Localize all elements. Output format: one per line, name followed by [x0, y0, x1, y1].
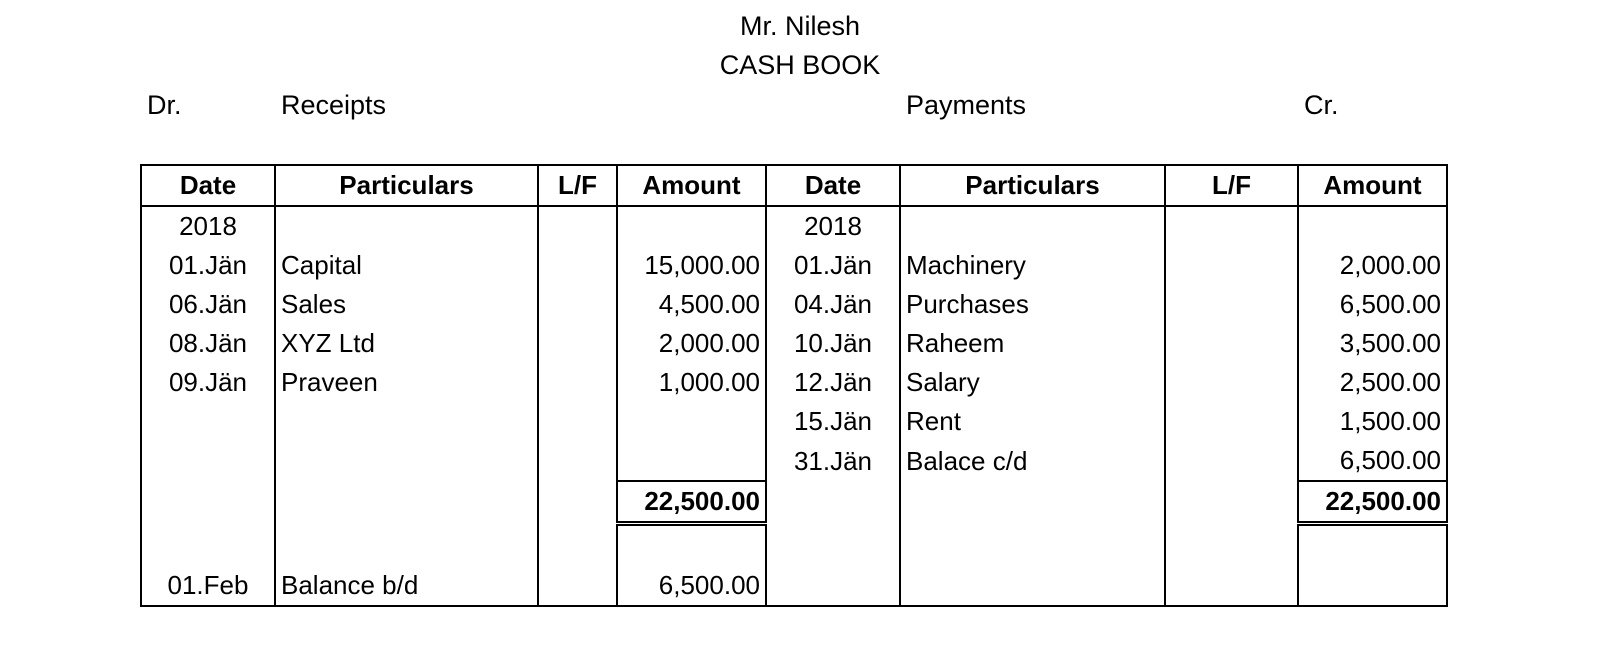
payment-particulars: Purchases	[900, 285, 1165, 324]
table-row	[141, 206, 1447, 246]
payments-total: 22,500.00	[1298, 481, 1447, 524]
receipt-amount: 15,000.00	[617, 246, 766, 285]
table-row	[141, 285, 1447, 324]
balance-row	[141, 566, 1447, 606]
receipt-date-header: Date	[141, 165, 275, 206]
payment-date: 04.Jän	[766, 285, 900, 324]
receipt-year: 2018	[141, 206, 275, 246]
payment-amount: 2,000.00	[1298, 246, 1447, 285]
receipt-date: 08.Jän	[141, 324, 275, 363]
payment-amount: 1,500.00	[1298, 402, 1447, 441]
payment-date: 31.Jän	[766, 441, 900, 481]
payment-amount: 6,500.00	[1298, 441, 1447, 481]
payment-date: 15.Jän	[766, 402, 900, 441]
receipt-amount: 4,500.00	[617, 285, 766, 324]
payment-particulars: Rent	[900, 402, 1165, 441]
cash-book-table	[140, 164, 1448, 607]
receipt-particulars-header: Particulars	[275, 165, 538, 206]
column-header-row	[141, 165, 1447, 206]
balance-particulars: Balance b/d	[275, 566, 538, 606]
table-row	[141, 402, 1447, 441]
payment-particulars: Raheem	[900, 324, 1165, 363]
totals-row	[141, 481, 1447, 524]
payment-particulars: Salary	[900, 363, 1165, 402]
table-row	[141, 246, 1447, 285]
receipts-total: 22,500.00	[617, 481, 766, 524]
balance-amount: 6,500.00	[617, 566, 766, 606]
receipt-date: 06.Jän	[141, 285, 275, 324]
account-holder-name: Mr. Nilesh	[739, 11, 861, 41]
receipt-amount: 2,000.00	[617, 324, 766, 363]
receipt-date: 09.Jän	[141, 363, 275, 402]
payment-particulars-header: Particulars	[900, 165, 1165, 206]
payment-lf-header: L/F	[1165, 165, 1298, 206]
balance-date: 01.Feb	[141, 566, 275, 606]
table-row	[141, 363, 1447, 402]
receipt-particulars: Capital	[275, 246, 538, 285]
receipt-particulars: Praveen	[275, 363, 538, 402]
payment-date: 10.Jän	[766, 324, 900, 363]
receipt-amount-header: Amount	[617, 165, 766, 206]
payment-date: 01.Jän	[766, 246, 900, 285]
payment-amount: 6,500.00	[1298, 285, 1447, 324]
table-row	[141, 324, 1447, 363]
payment-amount-header: Amount	[1298, 165, 1447, 206]
receipt-lf-header: L/F	[538, 165, 617, 206]
table-row	[141, 441, 1447, 481]
payment-date-header: Date	[766, 165, 900, 206]
payment-particulars: Balace c/d	[900, 441, 1165, 481]
payment-particulars: Machinery	[900, 246, 1165, 285]
receipts-label: Receipts	[281, 90, 387, 120]
book-title: CASH BOOK	[719, 50, 881, 80]
credit-label: Cr.	[1304, 90, 1339, 120]
receipt-date: 01.Jän	[141, 246, 275, 285]
payment-amount: 3,500.00	[1298, 324, 1447, 363]
receipt-particulars: XYZ Ltd	[275, 324, 538, 363]
payment-year: 2018	[766, 206, 900, 246]
debit-label: Dr.	[147, 90, 182, 120]
receipt-particulars: Sales	[275, 285, 538, 324]
payments-label: Payments	[906, 90, 1027, 120]
receipt-amount: 1,000.00	[617, 363, 766, 402]
payment-date: 12.Jän	[766, 363, 900, 402]
payment-amount: 2,500.00	[1298, 363, 1447, 402]
